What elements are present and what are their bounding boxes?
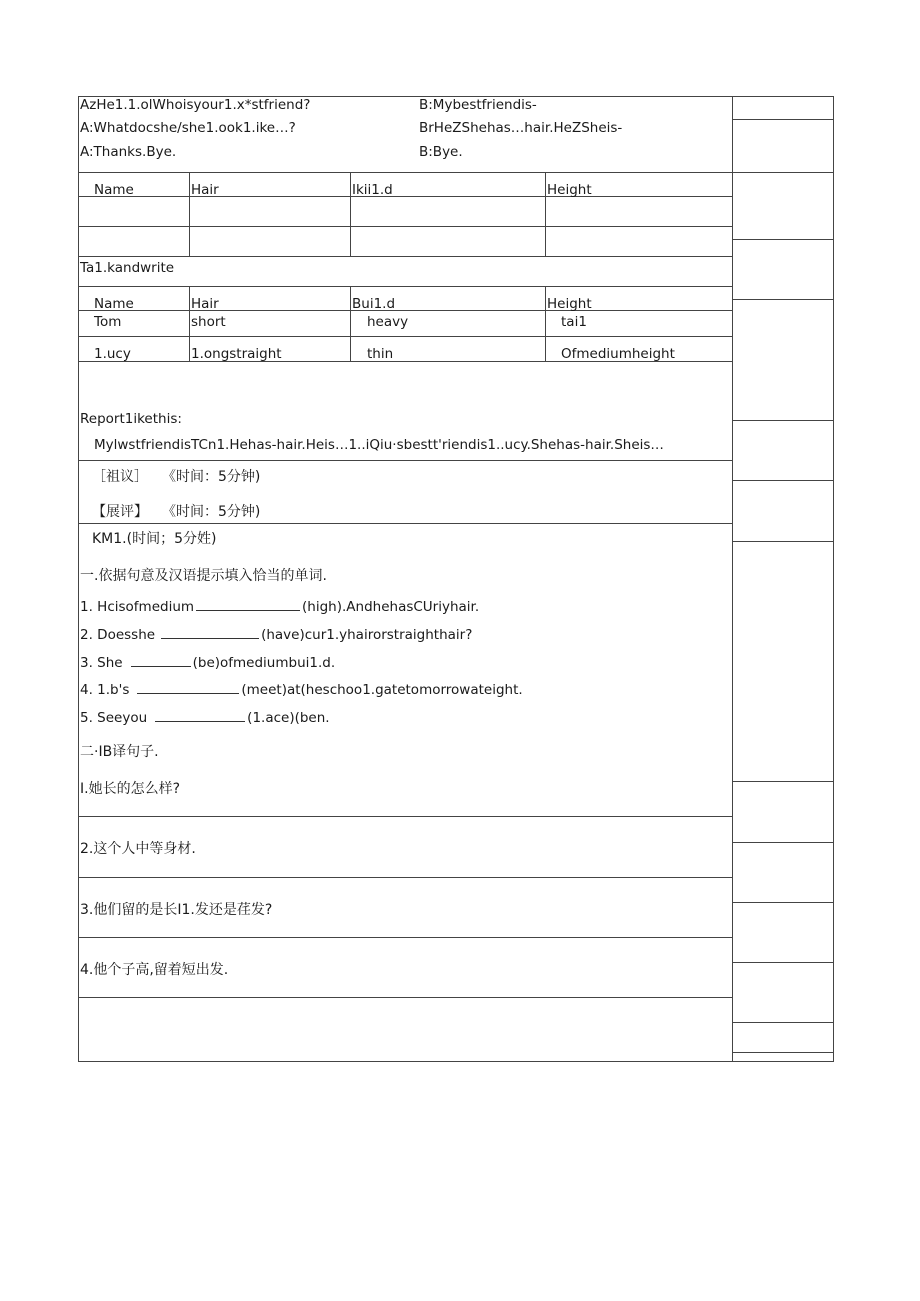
- side-rule: [732, 781, 834, 782]
- table2-cell: Tom: [94, 314, 122, 330]
- exercise1-item: [80, 598, 479, 616]
- table-rule: [78, 256, 732, 257]
- side-column-divider: [732, 96, 733, 1062]
- item-text: 3. She: [80, 655, 123, 671]
- side-rule: [732, 1052, 834, 1053]
- dialogue-line-a1: AzHe1.1.olWhoisyour1.x*stfriend?: [80, 97, 311, 113]
- answer-rule: [78, 937, 732, 938]
- side-rule: [732, 1022, 834, 1023]
- table-rule: [78, 196, 732, 197]
- item-text: (meet)at(heschoo1.gatetomorrowateight.: [241, 682, 523, 698]
- table2-cell: 1.ucy: [94, 346, 131, 362]
- item-text: 2. Doesshe: [80, 627, 156, 643]
- table2-cell: short: [191, 314, 226, 330]
- dialogue-line-b1: B:Mybestfriendis-: [419, 97, 537, 113]
- exercise1-item: [80, 681, 523, 699]
- answer-blank[interactable]: [196, 598, 300, 611]
- discuss-section: ［祖议］ 《时间：5分钟): [92, 469, 261, 485]
- exercise1-item: [80, 654, 335, 672]
- review-section: 【展评】 《时间：5分钟): [92, 504, 261, 520]
- table-col-divider: [350, 286, 351, 361]
- table1-header-name: Name: [94, 182, 134, 198]
- answer-rule: [78, 997, 732, 998]
- side-rule: [732, 239, 834, 240]
- translate-item: I.她长的怎么样?: [80, 781, 181, 797]
- side-rule: [732, 119, 834, 120]
- side-rule: [732, 420, 834, 421]
- item-text: 4. 1.b's: [80, 682, 130, 698]
- answer-rule: [78, 816, 732, 817]
- dialogue-line-b2: BrHeZShehas…hair.HeZSheis-: [419, 120, 623, 136]
- table-col-divider: [189, 172, 190, 256]
- answer-blank[interactable]: [137, 681, 239, 694]
- exercise1-title: 一.依据句意及汉语提示填入恰当的单词.: [80, 568, 327, 584]
- answer-blank[interactable]: [161, 626, 259, 639]
- table2-header-build: Bui1.d: [352, 296, 396, 312]
- item-text: (high).AndhehasCUriyhair.: [302, 599, 480, 615]
- table-rule: [78, 336, 732, 337]
- table2-cell: 1.ongstraight: [191, 346, 282, 362]
- section-rule: [78, 172, 834, 173]
- table2-header-hair: Hair: [191, 296, 219, 312]
- table2-cell: Ofmediumheight: [561, 346, 675, 362]
- side-rule: [732, 299, 834, 300]
- table-col-divider: [545, 172, 546, 256]
- exercise2-title: 二·IB译句子.: [80, 744, 159, 760]
- talk-write-title: Ta1.kandwrite: [80, 260, 175, 276]
- side-rule: [732, 902, 834, 903]
- table-rule: [78, 286, 732, 287]
- side-rule: [732, 480, 834, 481]
- table2-header-name: Name: [94, 296, 134, 312]
- table-col-divider: [545, 286, 546, 361]
- table-col-divider: [350, 172, 351, 256]
- table-col-divider: [189, 286, 190, 361]
- section-rule: [78, 523, 732, 524]
- exercise1-item: [80, 709, 330, 727]
- translate-item: 3.他们留的是长I1.发还是荏发?: [80, 902, 273, 918]
- report-text: MylwstfriendisTCn1.Hehas-hair.Heis…1..iQiu·sbestt'riendis1..ucy.Shehas-hair.Sheis…: [94, 437, 664, 453]
- table1-header-hair: Hair: [191, 182, 219, 198]
- translate-item: 4.他个子高,留着短出发.: [80, 962, 229, 978]
- side-rule: [732, 541, 834, 542]
- dialogue-line-a3: A:Thanks.Bye.: [80, 144, 177, 160]
- answer-blank[interactable]: [155, 709, 245, 722]
- translate-item: 2.这个人中等身材.: [80, 841, 196, 857]
- item-text: 5. Seeyou: [80, 710, 148, 726]
- item-text: (be)ofmediumbui1.d.: [192, 655, 336, 671]
- dialogue-line-b3: B:Bye.: [419, 144, 463, 160]
- table2-header-height: Height: [547, 296, 592, 312]
- table2-cell: thin: [367, 346, 394, 362]
- table2-cell: tai1: [561, 314, 587, 330]
- answer-rule: [78, 877, 732, 878]
- item-text: 1. Hcisofmedium: [80, 599, 195, 615]
- side-rule: [732, 842, 834, 843]
- section-rule: [78, 460, 732, 461]
- item-text: (have)cur1.yhairorstraighthair?: [261, 627, 473, 643]
- side-rule: [732, 962, 834, 963]
- table-rule: [78, 226, 732, 227]
- test-section: KM1.(时间；5分姓): [92, 531, 217, 547]
- table1-header-height: Height: [547, 182, 592, 198]
- dialogue-line-a2: A:Whatdocshe/she1.ook1.ike…?: [80, 120, 296, 136]
- report-title: Report1ikethis:: [80, 411, 182, 427]
- answer-blank[interactable]: [131, 654, 191, 667]
- table1-header-build: Ikii1.d: [352, 182, 393, 198]
- exercise1-item: [80, 626, 472, 644]
- item-text: (1.ace)(ben.: [247, 710, 330, 726]
- table2-cell: heavy: [367, 314, 409, 330]
- table-rule: [78, 310, 732, 311]
